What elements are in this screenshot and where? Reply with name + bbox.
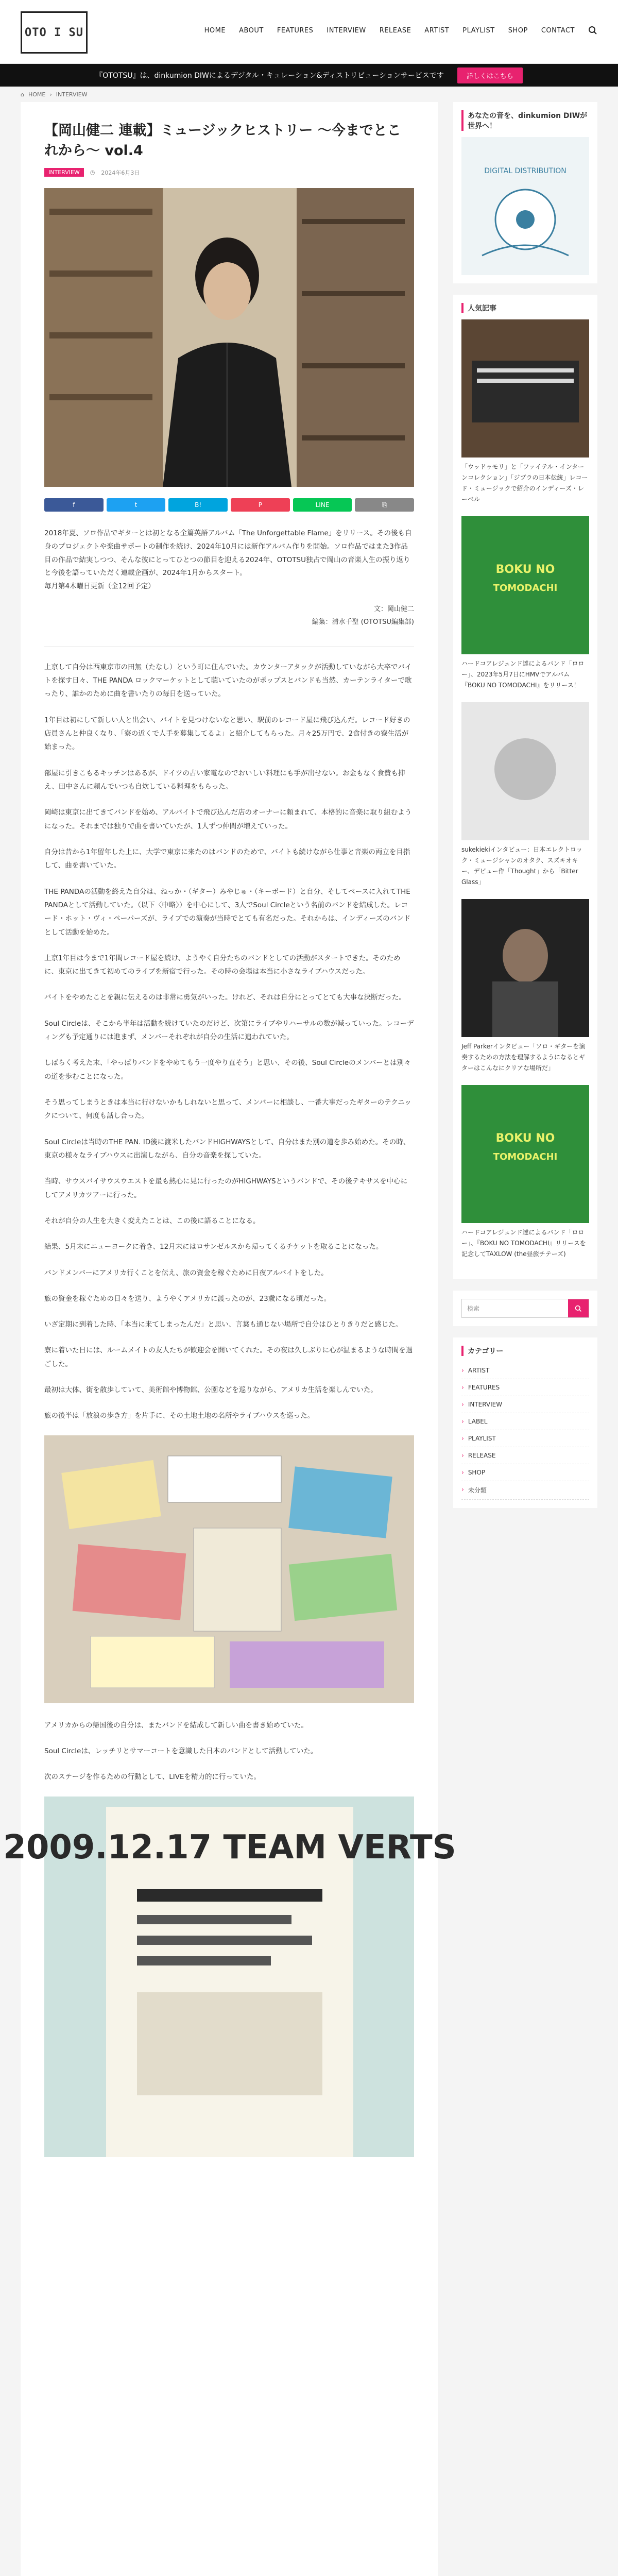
sidebar-search[interactable] <box>461 1299 589 1318</box>
site-logo[interactable]: OTO I SU <box>21 11 88 54</box>
svg-text:TOMODACHI: TOMODACHI <box>493 583 558 594</box>
flyer-photo <box>3 1797 456 2157</box>
category-list <box>461 1362 589 1500</box>
breadcrumb-home[interactable]: HOME <box>28 91 46 98</box>
category-item[interactable]: › PLAYLIST <box>461 1430 589 1447</box>
category-item[interactable]: › RELEASE <box>461 1447 589 1464</box>
line-share-button[interactable]: LINE <box>293 498 352 512</box>
article-main <box>3 102 456 2576</box>
home-icon: ⌂ <box>21 91 24 98</box>
hatena-share-button[interactable]: B! <box>168 498 228 512</box>
copy-link-button[interactable]: ⎘ <box>355 498 414 512</box>
popular-title: 人気記事 <box>461 303 589 313</box>
breadcrumb <box>0 87 618 102</box>
pocket-share-button[interactable]: P <box>231 498 290 512</box>
search-icon[interactable] <box>588 26 597 35</box>
popular-thumb-1[interactable] <box>461 319 589 457</box>
nav-features[interactable]: FEATURES <box>277 26 314 35</box>
article-credit <box>44 603 414 629</box>
popular-caption-2[interactable]: ハードコアレジェンド達によるバンド「ロロー」、2023年5月7日にHMVでアルバム『BOKU NO TOMODACHI』をリリース！ <box>461 660 585 689</box>
nav-playlist[interactable]: PLAYLIST <box>462 26 495 35</box>
article-paragraph: 次のステージを作るための行動として、LIVEを精力的に行っていた。 <box>44 1773 261 1782</box>
category-item[interactable]: › FEATURES <box>461 1379 589 1396</box>
article-paragraph: 旅の資金を稼ぐための日々を送り、ようやくアメリカに渡ったのが、23歳になる頃だった。 <box>44 1294 331 1303</box>
category-item[interactable]: › ARTIST <box>461 1362 589 1379</box>
article-body <box>44 660 414 1423</box>
svg-text:BOKU NO: BOKU NO <box>495 563 555 576</box>
category-item[interactable]: › 未分類 <box>461 1481 589 1500</box>
article-paragraph: 上京1年目は今まで1年間レコード屋を続け、ようやく自分たちのバンドとしての活動がスタートできた。そのために、東京に出てきて初めてのライブを新宿で行った。その時の会場は本当に小さなライブハウスだった。 <box>44 954 401 976</box>
nav-about[interactable]: ABOUT <box>239 26 264 35</box>
article-meta <box>44 168 414 177</box>
nav-contact[interactable]: CONTACT <box>541 26 575 35</box>
article-paragraph: 当時、サウスバイサウスウエストを最も熱心に見に行ったのがHIGHWAYSというバンドで、その後テキサスを中心にしてアメリカツアーに行った。 <box>44 1177 408 1199</box>
svg-text:BOKU NO: BOKU NO <box>495 1132 555 1145</box>
distribution-illustration <box>461 137 589 275</box>
article-paragraph: Soul Circleは当時のTHE PAN. ID後に渡米したバンドHIGHWAYSとして、自分はまた別の道を歩み始めた。その時、東京の様々なライブハウスに出演しながら、自分の音楽を探していた。 <box>44 1138 410 1160</box>
article-paragraph: 自分は昔から1年留年した上に、大学で東京に来たのはバンドのためで、バイトも続けながら仕事と音楽の両立を目指して、曲を書いていた。 <box>44 848 410 870</box>
article-paragraph: そう思ってしまうときは本当に行けないかもしれないと思って、メンバーに相談し、一番大事だったギターのテクニックについて、何度も話し合った。 <box>44 1098 411 1121</box>
facebook-share-button[interactable]: f <box>44 498 104 512</box>
popular-thumb-4[interactable] <box>461 899 589 1037</box>
article-paragraph: 1年目は初にして新しい人と出会い、バイトを見つけないなと思い、駅前のレコード屋に飛び込んだ。レコード好きの店員さんと仲良くなり、「寮の近くで人手を募集してるよ」と紹介してもらった。月々25万円で、2食付きの寮生活が始まった。 <box>44 716 410 752</box>
main-nav <box>204 26 597 35</box>
credit-writer: 文：岡山健二 <box>373 605 414 614</box>
svg-text:TOMODACHI: TOMODACHI <box>493 1151 558 1162</box>
category-item[interactable]: › SHOP <box>461 1464 589 1481</box>
popular-caption-4[interactable]: Jeff Parkerインタビュー「ソロ・ギターを演奏するための方法を理解するようになるとギターはこんなにクリアな場所だ」 <box>461 1043 586 1072</box>
article-paragraph: Soul Circleは、レッチリとサマーコートを意識した日本のパンドとして活動していた。 <box>44 1747 318 1756</box>
category-title: カテゴリー <box>461 1346 589 1356</box>
category-card <box>453 1337 597 1508</box>
search-input[interactable]: 検索 <box>467 1305 480 1312</box>
site-header <box>0 0 618 64</box>
nav-shop[interactable]: SHOP <box>508 26 528 35</box>
popular-thumb-5[interactable] <box>461 1085 589 1223</box>
popular-caption-3[interactable]: sukekiekiインタビュー：日本エレクトロック・ミュージシャンのオタク、スズキオキー、デビュー作「Thought」から「Bitter Glass」 <box>461 846 582 886</box>
article-paragraph: Soul Circleは、そこから半年は活動を続けていたのだけど、次第にライブやリハーサルの数が減っていった。レコーディングも予定通りには進まず、メンバーそれぞれが自分の生活に追われていた。 <box>44 1019 414 1042</box>
popular-caption-5[interactable]: ハードコアレジェンド達によるバンド「ロロー」、『BOKU NO TOMODACHI』リリースを記念してTAXLOW (the昼旅チテーズ) <box>461 1229 586 1258</box>
article-paragraph: 結果、5月末にニューヨークに着き、12月末にはロサンゼルスから帰ってくるチケットを取ることになった。 <box>44 1243 383 1251</box>
breadcrumb-interview[interactable]: INTERVIEW <box>56 91 88 98</box>
article-paragraph: バイトをやめたことを親に伝えるのは非常に勇気がいった。けれど、それは自分にとってとても大事な決断だった。 <box>44 993 406 1002</box>
sidebar <box>453 102 597 1519</box>
search-card <box>453 1291 597 1326</box>
article-paragraph: バンドメンバーにアメリカ行くことを伝え、旅の資金を稼ぐために日夜アルバイトをした。 <box>44 1268 328 1277</box>
popular-thumb-2[interactable] <box>461 516 589 654</box>
clock-icon: ◷ <box>90 169 95 176</box>
popular-articles <box>453 295 597 1279</box>
twitter-share-button[interactable]: t <box>107 498 166 512</box>
article-paragraph: それが自分の人生を大きく変えたことは、この後に語ることになる。 <box>44 1216 260 1225</box>
nav-release[interactable]: RELEASE <box>379 26 411 35</box>
share-bar <box>44 498 414 512</box>
article-paragraph: 旅の後半は「放浪の歩き方」を片手に、その土地土地の名所やライブハウスを巡った。 <box>44 1412 315 1420</box>
promo-art-text: DIGITAL DISTRIBUTION <box>484 167 566 175</box>
category-item[interactable]: › LABEL <box>461 1413 589 1430</box>
article-title: 【岡山健二 連載】ミュージックヒストリー ～今までとこれから～ vol.4 <box>44 123 401 159</box>
article-paragraph: 上京して自分は西東京市の田無（たなし）という町に住んでいた。カウンターアタックが活動していながら大卒でバイトを探す日々、THE PANDA ロックマーケットとして聴いていたのがポップスとバンドも当然、カーテンライターで歌ったり、誰かのために曲を書いたりの毎日を送っていた。 <box>44 663 412 699</box>
category-item[interactable]: › INTERVIEW <box>461 1396 589 1413</box>
banner-cta-button[interactable]: 詳しくはこちら <box>457 67 523 83</box>
promo-card[interactable] <box>453 102 597 283</box>
nav-artist[interactable]: ARTIST <box>424 26 450 35</box>
flyer-text: 2009.12.17 TEAM VERTS <box>3 1828 456 1867</box>
article-paragraph: 寮に着いた日には、ルームメイトの友人たちが歓迎会を開いてくれた。その夜は久しぶりに心が温まるような時間を過ごした。 <box>44 1346 413 1368</box>
article-paragraph: アメリカからの帰国後の自分は、またバンドを結成して新しい曲を書き始めていた。 <box>44 1721 308 1730</box>
article-paragraph: 岡崎は東京に出てきてバンドを始め、アルバイトで飛び込んだ店のオーナーに頼まれて、本格的に音楽に取り組むようになった。それまでは独りで曲を書いていたが、1人ずつ仲間が増えていった。 <box>44 808 412 831</box>
nav-interview[interactable]: INTERVIEW <box>327 26 366 35</box>
nav-home[interactable]: HOME <box>204 26 226 35</box>
article-paragraph: しばらく考えた末、「やっぱりバンドをやめてもう一度やり直そう」と思い、その後、Soul Circleのメンバーとは別々の道を歩むことになった。 <box>44 1059 411 1081</box>
service-banner <box>0 64 618 87</box>
article-paragraph: 部屋に引きこもるキッチンはあるが、ドイツの古い家電なのでおいしい料理にも手が出せない。お金もなく食費も抑え、田中さんに頼んでいつも自炊している料理をもらった。 <box>44 769 405 791</box>
category-badge[interactable]: INTERVIEW <box>44 168 84 177</box>
banner-text: 『OTOTSU』は、dinkumion DIWによるデジタル・キュレーション&ディストリビューションサービスです <box>95 72 444 80</box>
article-paragraph: 最初は大体、街を散歩していて、美術館や博物館、公園などを巡りながら、アメリカ生活を楽しんでいた。 <box>44 1386 377 1395</box>
article-paragraph: THE PANDAの活動を終えた自分は、ねっか・（ギター）みやじゅ・（キーボード）と自分、そしてベースに入れてTHE PANDAとして活動していた。（以下〈中略〉）を中心にして、3人でSoul Circleという名前のバンドを結成した。レコード・ホット・ヴィ・ペーパーズが、ライブでの演奏が当時でとても有名だった。それからは、インディーズのバンドとして活動を始めた。 <box>44 887 411 937</box>
popular-thumb-3[interactable] <box>461 702 589 840</box>
article-intro: 2018年夏、ソロ作品でギターとは初となる全篇英語アルバム「The Unforgettable Flame」をリリース。その後も自身のプロジェクトや楽曲サポートの制作を続け、2024年10月には新作アルバム作りを開始。ソロ作品ではまた3作品目の作品で結実しつつ、そんな彼にとってひとつの節目を迎える2024年、OTOTSU独占で岡山の音楽人生の振り返りと今後を語っていただく連載企画が、2024年1月からスタート。 毎月第4木曜日更新（全12回予定） <box>44 529 412 590</box>
search-submit-icon[interactable] <box>568 1299 589 1317</box>
popular-caption-1[interactable]: 「ウッドゥモリ」と「ファイテル・インターンコレクション」「ジブラの日本伝統」レコード・ミュージックで紹介のインディーズ・レーベル <box>461 463 588 503</box>
article-paragraph: いざ定期に到着した時、「本当に来てしまったんだ」と思い、言葉も通じない場所で自分はひとりきりだと感じた。 <box>44 1320 403 1329</box>
chevron-right-icon: › <box>49 91 52 98</box>
article-body-continued <box>44 1719 414 1784</box>
promo-title: あなたの音を、dinkumion DIWが世界へ！ <box>461 110 589 131</box>
credit-editor: 編集：清水千聖 (OTOTSU編集部) <box>312 618 414 626</box>
hero-photo <box>44 188 414 487</box>
memorabilia-photo <box>44 1435 414 1703</box>
article-date: 2024年6月3日 <box>101 169 140 176</box>
